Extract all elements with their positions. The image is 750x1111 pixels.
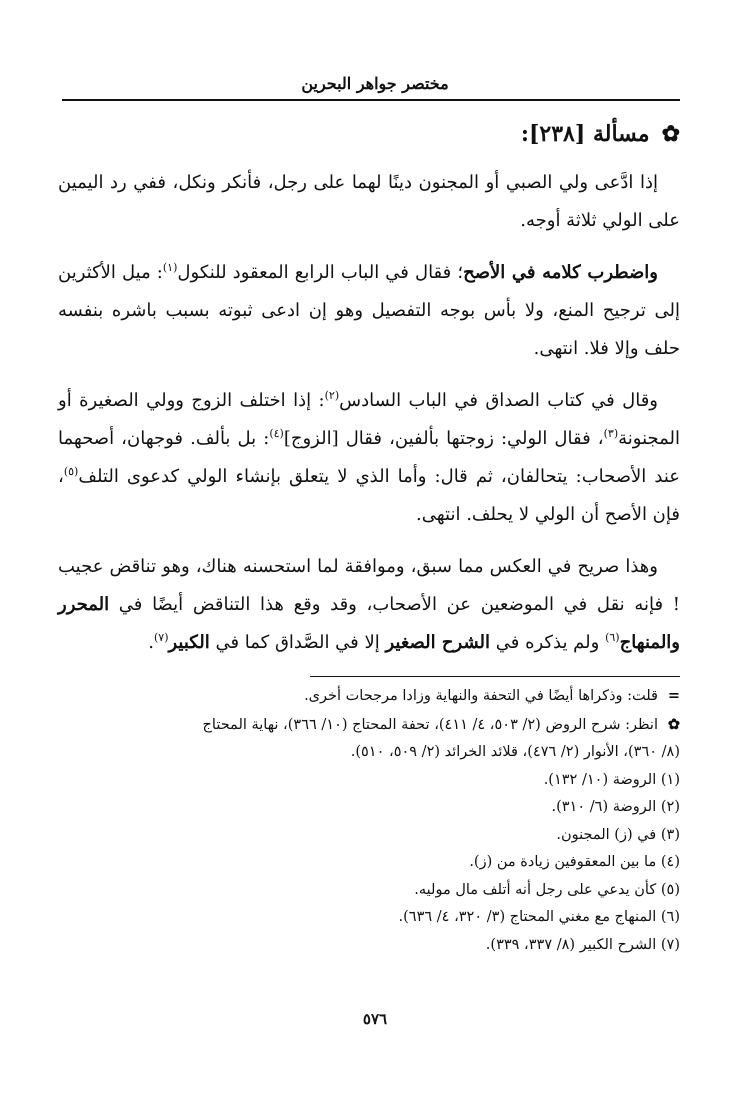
paragraph-2 [58,254,680,368]
paragraph-2-text: ؛ فقال في الباب الرابع المعقود للنكول [177,262,464,283]
paragraph-4-bold-3: الكبير [168,632,210,653]
footnote-number: (٥) [660,881,680,898]
footnote-item [62,877,680,905]
paragraph-4-text-a: وهذا صريح في العكس مما سبق، وموافقة لما استحسنه هناك، وهو تناقض عجيب ! فإنه نقل في الموضعين عن الأصحاب، وقد وقع هذا التناقض أيضًا في [58,556,680,615]
paragraph-3-text-d: : بل بألف. فوجهان، أصحهما عند الأصحاب: يتحالفان، ثم قال: وأما الذي لا يتعلق بإنشاء الولي كدعوى التلف [58,428,680,487]
footnote-ref-1[interactable]: (١) [162,261,178,274]
header-divider [62,99,680,101]
paragraph-4-text-e: . [148,632,154,653]
continuation-mark: = [667,687,680,704]
footnote-text: الشرح الكبير (٨/ ٣٣٧، ٣٣٩). [485,936,657,953]
issue-heading-label: مسألة [٢٣٨]: [520,121,650,147]
paragraph-3-text-b: : إذا اختلف الزوج وولي الصغيرة أو المجنونة [58,390,681,449]
footnote-ref-3[interactable]: (٣) [603,427,619,440]
paragraph-2-text-cont: : ميل الأكثرين إلى ترجيح المنع، ولا بأس بوجه التفصيل وهو إن ادعى ثبوته بسبب باشره بنفسه حلف وإلا فلا. انتهى. [58,262,680,359]
footnote-star [62,711,680,767]
footnote-text: الروضة (١٠/ ١٣٢). [543,771,657,788]
footnote-item [62,932,680,960]
paragraph-4-bold-2: الشرح الصغير [385,632,491,653]
paragraph-4 [58,548,680,662]
footnote-number: (٢) [660,799,680,815]
footnote-number: (٧) [660,936,680,953]
footnote-item [62,794,680,822]
paragraph-3-text-c: ، فقال الولي: زوجتها بألفين، فقال [الزوج] [283,428,604,449]
footnote-continuation [62,682,680,711]
footnotes [62,682,680,959]
running-header-title: مختصر جواهر البحرين [301,74,449,93]
paragraph-4-text-d: إلا في الصَّداق كما في [209,632,386,653]
footnote-number: (٤) [660,854,680,870]
paragraph-3-text-a: وقال في كتاب الصداق في الباب السادس [339,390,658,411]
footnote-item [62,849,680,877]
footnote-item [62,767,680,795]
footnote-star-line-2: (٨/ ٣٦٠)، الأنوار (٢/ ٤٧٦)، قلائد الخرائد (٢/ ٥٠٩، ٥١٠). [350,744,680,760]
issue-heading [58,114,680,154]
footnote-text: ما بين المعقوفين زيادة من (ز). [469,854,657,870]
paragraph-3 [58,382,680,534]
footnote-text: الروضة (٦/ ٣١٠). [551,799,657,815]
footnote-ref-4[interactable]: (٤) [269,427,284,440]
paragraph-4-bold-1: المحرر والمنهاج [58,594,680,653]
main-text [58,114,680,676]
paragraph-4-text-c: ولم يذكره في [490,632,606,653]
footnote-divider [310,676,680,677]
flower-icon: ✿ [667,715,680,733]
footnote-ref-5[interactable]: (٥) [63,465,79,478]
footnote-ref-7[interactable]: (٧) [153,631,169,644]
footnote-ref-6[interactable]: (٦) [605,631,620,644]
footnote-number: (١) [660,771,680,788]
paragraph-3-text-e: ، فإن الأصح أن الولي لا يحلف. انتهى. [58,466,680,525]
footnote-ref-2[interactable]: (٢) [324,389,340,402]
footnote-number: (٣) [660,826,680,843]
flower-icon: ✿ [661,121,680,147]
paragraph-1-text: إذا ادَّعى ولي الصبي أو المجنون دينًا لهما على رجل، فأنكر ونكل، ففي رد اليمين على الولي ثلاثة أوجه. [58,172,680,231]
footnote-number: (٦) [660,909,680,925]
footnote-continuation-text: قلت: وذكراها أيضًا في التحفة والنهاية وزادا مرجحات أخرى. [304,688,658,704]
paragraph-1 [58,164,680,240]
paragraph-2-bold: واضطرب كلامه في الأصح [463,262,659,283]
page-number: ٥٧٦ [362,1010,388,1028]
footnote-text: المنهاج مع مغني المحتاج (٣/ ٣٢٠، ٤/ ٦٣٦). [398,909,657,925]
footnote-item [62,904,680,932]
footnote-item [62,822,680,850]
footnote-star-line-1: انظر: شرح الروض (٢/ ٥٠٣، ٤/ ٤١١)، تحفة المحتاج (١٠/ ٣٦٦)، نهاية المحتاج [202,716,658,733]
footnote-text: كأن يدعي على رجل أنه أتلف مال موليه. [414,881,657,898]
footnote-text: في (ز) المجنون. [556,826,657,843]
